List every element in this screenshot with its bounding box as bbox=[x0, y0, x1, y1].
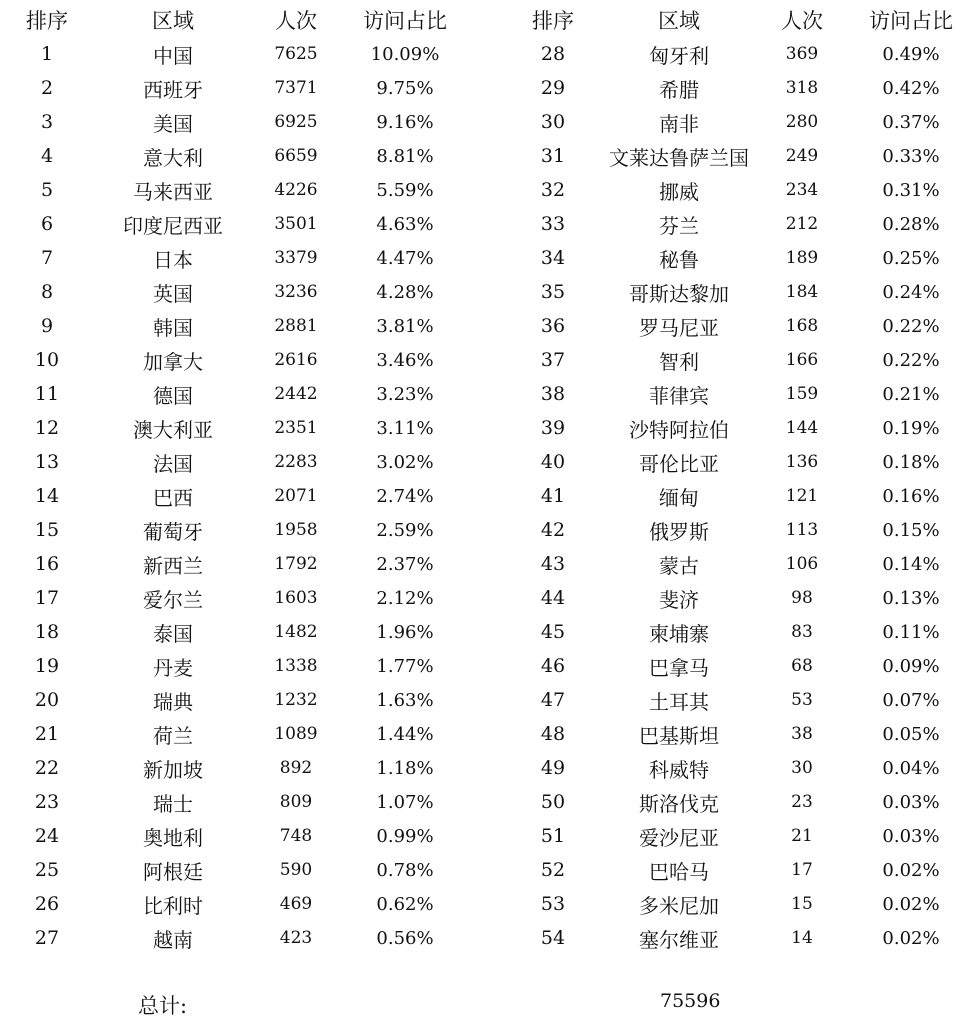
table-row bbox=[510, 377, 977, 411]
table-row bbox=[510, 785, 977, 819]
percent-cell: 0.03% bbox=[882, 791, 940, 813]
region-cell: 中国 bbox=[153, 43, 193, 68]
region-cell: 科威特 bbox=[649, 757, 709, 782]
percent-cell: 2.59% bbox=[376, 519, 434, 541]
percent-cell: 0.99% bbox=[376, 825, 434, 847]
count-cell: 7625 bbox=[274, 44, 318, 64]
rank-cell: 28 bbox=[540, 43, 566, 65]
table-row bbox=[4, 785, 474, 819]
left-header-row bbox=[4, 3, 474, 37]
table-row bbox=[510, 887, 977, 921]
table-row bbox=[4, 343, 474, 377]
rank-cell: 53 bbox=[540, 893, 566, 915]
rank-cell: 35 bbox=[540, 281, 566, 303]
table-row bbox=[510, 819, 977, 853]
count-cell: 748 bbox=[279, 826, 313, 846]
rank-cell: 12 bbox=[34, 417, 60, 439]
percent-cell: 0.04% bbox=[882, 757, 940, 779]
header-percent: 访问占比 bbox=[363, 9, 447, 33]
region-cell: 新西兰 bbox=[143, 553, 203, 578]
percent-cell: 0.03% bbox=[882, 825, 940, 847]
region-cell: 葡萄牙 bbox=[143, 519, 203, 544]
count-cell: 6925 bbox=[274, 112, 318, 132]
count-cell: 892 bbox=[279, 758, 313, 778]
count-cell: 2283 bbox=[274, 452, 318, 472]
header-count: 人次 bbox=[781, 9, 823, 33]
table-row bbox=[510, 581, 977, 615]
table-row bbox=[510, 207, 977, 241]
right-table-body bbox=[510, 37, 977, 955]
rank-cell: 6 bbox=[40, 213, 54, 235]
header-region: 区域 bbox=[152, 9, 194, 33]
percent-cell: 0.33% bbox=[882, 145, 940, 167]
region-cell: 希腊 bbox=[659, 77, 699, 102]
region-cell: 哥伦比亚 bbox=[639, 451, 719, 476]
percent-cell: 0.42% bbox=[882, 77, 940, 99]
table-row bbox=[4, 547, 474, 581]
table-row bbox=[4, 71, 474, 105]
table-row bbox=[510, 479, 977, 513]
count-cell: 159 bbox=[785, 384, 819, 404]
region-cell: 巴西 bbox=[153, 485, 193, 510]
rank-cell: 23 bbox=[34, 791, 60, 813]
rank-cell: 46 bbox=[540, 655, 566, 677]
table-row bbox=[4, 37, 474, 71]
region-cell: 斯洛伐克 bbox=[639, 791, 719, 816]
count-cell: 2881 bbox=[274, 316, 318, 336]
count-cell: 234 bbox=[785, 180, 819, 200]
table-row bbox=[4, 377, 474, 411]
rank-cell: 10 bbox=[34, 349, 60, 371]
percent-cell: 10.09% bbox=[370, 43, 440, 65]
count-cell: 469 bbox=[279, 894, 313, 914]
region-cell: 俄罗斯 bbox=[649, 519, 709, 544]
percent-cell: 2.74% bbox=[376, 485, 434, 507]
count-cell: 809 bbox=[279, 792, 313, 812]
count-cell: 136 bbox=[785, 452, 819, 472]
table-row bbox=[4, 819, 474, 853]
region-cell: 加拿大 bbox=[143, 349, 203, 374]
percent-cell: 0.22% bbox=[882, 349, 940, 371]
table-row bbox=[510, 615, 977, 649]
table-row bbox=[510, 445, 977, 479]
total-value: 75596 bbox=[660, 990, 721, 1012]
region-cell: 智利 bbox=[659, 349, 699, 374]
table-row bbox=[4, 717, 474, 751]
percent-cell: 3.02% bbox=[376, 451, 434, 473]
rank-cell: 13 bbox=[34, 451, 60, 473]
percent-cell: 4.28% bbox=[376, 281, 434, 303]
rank-cell: 49 bbox=[540, 757, 566, 779]
count-cell: 1089 bbox=[274, 724, 318, 744]
table-row bbox=[510, 275, 977, 309]
region-cell: 意大利 bbox=[143, 145, 203, 170]
table-row bbox=[4, 853, 474, 887]
region-cell: 匈牙利 bbox=[649, 43, 709, 68]
percent-cell: 0.56% bbox=[376, 927, 434, 949]
rank-cell: 5 bbox=[40, 179, 54, 201]
rank-cell: 38 bbox=[540, 383, 566, 405]
rank-cell: 27 bbox=[34, 927, 60, 949]
region-cell: 爱沙尼亚 bbox=[639, 825, 719, 850]
table-row bbox=[510, 105, 977, 139]
rank-cell: 20 bbox=[34, 689, 60, 711]
rank-cell: 9 bbox=[40, 315, 54, 337]
table-row bbox=[4, 241, 474, 275]
region-cell: 爱尔兰 bbox=[143, 587, 203, 612]
rank-cell: 43 bbox=[540, 553, 566, 575]
region-cell: 巴拿马 bbox=[649, 655, 709, 680]
percent-cell: 0.05% bbox=[882, 723, 940, 745]
count-cell: 23 bbox=[791, 792, 813, 812]
percent-cell: 0.25% bbox=[882, 247, 940, 269]
rank-cell: 39 bbox=[540, 417, 566, 439]
region-cell: 新加坡 bbox=[143, 757, 203, 782]
percent-cell: 0.13% bbox=[882, 587, 940, 609]
header-rank: 排序 bbox=[532, 9, 574, 33]
right-table bbox=[510, 3, 977, 955]
percent-cell: 9.16% bbox=[376, 111, 434, 133]
region-cell: 法国 bbox=[153, 451, 193, 476]
percent-cell: 1.44% bbox=[376, 723, 434, 745]
rank-cell: 51 bbox=[540, 825, 566, 847]
percent-cell: 0.24% bbox=[882, 281, 940, 303]
table-row bbox=[4, 479, 474, 513]
table-row bbox=[510, 139, 977, 173]
table-row bbox=[4, 615, 474, 649]
region-cell: 秘鲁 bbox=[659, 247, 699, 272]
table-row bbox=[510, 853, 977, 887]
region-cell: 巴基斯坦 bbox=[639, 723, 719, 748]
rank-cell: 17 bbox=[34, 587, 60, 609]
region-cell: 荷兰 bbox=[153, 723, 193, 748]
region-cell: 多米尼加 bbox=[639, 893, 719, 918]
rank-cell: 2 bbox=[40, 77, 54, 99]
count-cell: 1958 bbox=[274, 520, 318, 540]
header-count: 人次 bbox=[275, 9, 317, 33]
percent-cell: 3.23% bbox=[376, 383, 434, 405]
count-cell: 168 bbox=[785, 316, 819, 336]
table-row bbox=[510, 921, 977, 955]
percent-cell: 0.28% bbox=[882, 213, 940, 235]
rank-cell: 48 bbox=[540, 723, 566, 745]
count-cell: 21 bbox=[791, 826, 813, 846]
region-cell: 芬兰 bbox=[659, 213, 699, 238]
region-cell: 罗马尼亚 bbox=[639, 315, 719, 340]
region-cell: 土耳其 bbox=[649, 689, 709, 714]
count-cell: 1338 bbox=[274, 656, 318, 676]
left-table bbox=[4, 3, 474, 955]
table-row bbox=[4, 751, 474, 785]
percent-cell: 3.81% bbox=[376, 315, 434, 337]
percent-cell: 1.77% bbox=[376, 655, 434, 677]
percent-cell: 0.15% bbox=[882, 519, 940, 541]
total-label: 总计: bbox=[138, 994, 188, 1018]
rank-cell: 30 bbox=[540, 111, 566, 133]
count-cell: 280 bbox=[785, 112, 819, 132]
rank-cell: 18 bbox=[34, 621, 60, 643]
header-rank: 排序 bbox=[26, 9, 68, 33]
rank-cell: 36 bbox=[540, 315, 566, 337]
rank-cell: 4 bbox=[40, 145, 54, 167]
table-row bbox=[4, 921, 474, 955]
count-cell: 590 bbox=[279, 860, 313, 880]
count-cell: 14 bbox=[791, 928, 813, 948]
table-row bbox=[4, 309, 474, 343]
percent-cell: 0.18% bbox=[882, 451, 940, 473]
percent-cell: 1.07% bbox=[376, 791, 434, 813]
region-cell: 泰国 bbox=[153, 621, 193, 646]
region-cell: 瑞典 bbox=[153, 689, 193, 714]
percent-cell: 3.46% bbox=[376, 349, 434, 371]
percent-cell: 0.62% bbox=[376, 893, 434, 915]
rank-cell: 1 bbox=[40, 43, 54, 65]
region-cell: 南非 bbox=[659, 111, 699, 136]
rank-cell: 40 bbox=[540, 451, 566, 473]
percent-cell: 2.37% bbox=[376, 553, 434, 575]
percent-cell: 0.21% bbox=[882, 383, 940, 405]
table-row bbox=[510, 683, 977, 717]
table-row bbox=[4, 105, 474, 139]
count-cell: 2616 bbox=[274, 350, 318, 370]
table-row bbox=[4, 275, 474, 309]
region-cell: 斐济 bbox=[659, 587, 699, 612]
region-cell: 日本 bbox=[153, 247, 193, 272]
count-cell: 121 bbox=[785, 486, 819, 506]
percent-cell: 9.75% bbox=[376, 77, 434, 99]
table-row bbox=[510, 173, 977, 207]
region-cell: 柬埔寨 bbox=[649, 621, 709, 646]
percent-cell: 0.19% bbox=[882, 417, 940, 439]
rank-cell: 29 bbox=[540, 77, 566, 99]
rank-cell: 7 bbox=[40, 247, 54, 269]
table-row bbox=[510, 513, 977, 547]
percent-cell: 0.16% bbox=[882, 485, 940, 507]
region-cell: 蒙古 bbox=[659, 553, 699, 578]
rank-cell: 31 bbox=[540, 145, 566, 167]
percent-cell: 4.63% bbox=[376, 213, 434, 235]
count-cell: 7371 bbox=[274, 78, 318, 98]
table-row bbox=[4, 649, 474, 683]
region-cell: 越南 bbox=[153, 927, 193, 952]
region-cell: 印度尼西亚 bbox=[123, 213, 223, 238]
region-cell: 哥斯达黎加 bbox=[629, 281, 729, 306]
region-cell: 马来西亚 bbox=[133, 179, 213, 204]
rank-cell: 14 bbox=[34, 485, 60, 507]
percent-cell: 1.96% bbox=[376, 621, 434, 643]
percent-cell: 2.12% bbox=[376, 587, 434, 609]
count-cell: 38 bbox=[791, 724, 813, 744]
count-cell: 83 bbox=[791, 622, 813, 642]
rank-cell: 37 bbox=[540, 349, 566, 371]
header-region: 区域 bbox=[658, 9, 700, 33]
count-cell: 1603 bbox=[274, 588, 318, 608]
count-cell: 369 bbox=[785, 44, 819, 64]
count-cell: 3501 bbox=[274, 214, 318, 234]
table-row bbox=[510, 37, 977, 71]
table-row bbox=[4, 207, 474, 241]
rank-cell: 33 bbox=[540, 213, 566, 235]
percent-cell: 1.18% bbox=[376, 757, 434, 779]
region-cell: 丹麦 bbox=[153, 655, 193, 680]
count-cell: 3236 bbox=[274, 282, 318, 302]
percent-cell: 0.37% bbox=[882, 111, 940, 133]
percent-cell: 0.78% bbox=[376, 859, 434, 881]
percent-cell: 0.07% bbox=[882, 689, 940, 711]
rank-cell: 50 bbox=[540, 791, 566, 813]
count-cell: 113 bbox=[785, 520, 819, 540]
rank-cell: 8 bbox=[40, 281, 54, 303]
region-cell: 沙特阿拉伯 bbox=[629, 417, 729, 442]
rank-cell: 21 bbox=[34, 723, 60, 745]
percent-cell: 3.11% bbox=[376, 417, 434, 439]
region-cell: 巴哈马 bbox=[649, 859, 709, 884]
region-cell: 缅甸 bbox=[659, 485, 699, 510]
header-percent: 访问占比 bbox=[869, 9, 953, 33]
rank-cell: 22 bbox=[34, 757, 60, 779]
rank-cell: 54 bbox=[540, 927, 566, 949]
table-row bbox=[4, 887, 474, 921]
count-cell: 423 bbox=[279, 928, 313, 948]
region-cell: 韩国 bbox=[153, 315, 193, 340]
rank-cell: 26 bbox=[34, 893, 60, 915]
rank-cell: 41 bbox=[540, 485, 566, 507]
rank-cell: 19 bbox=[34, 655, 60, 677]
region-cell: 奥地利 bbox=[143, 825, 203, 850]
count-cell: 98 bbox=[791, 588, 813, 608]
count-cell: 106 bbox=[785, 554, 819, 574]
region-cell: 澳大利亚 bbox=[133, 417, 213, 442]
table-row bbox=[510, 547, 977, 581]
percent-cell: 0.31% bbox=[882, 179, 940, 201]
count-cell: 53 bbox=[791, 690, 813, 710]
table-row bbox=[4, 173, 474, 207]
percent-cell: 0.09% bbox=[882, 655, 940, 677]
count-cell: 1232 bbox=[274, 690, 318, 710]
table-row bbox=[510, 241, 977, 275]
count-cell: 6659 bbox=[274, 146, 318, 166]
region-cell: 挪威 bbox=[659, 179, 699, 204]
rank-cell: 11 bbox=[34, 383, 60, 405]
table-row bbox=[510, 717, 977, 751]
rank-cell: 44 bbox=[540, 587, 566, 609]
rank-cell: 52 bbox=[540, 859, 566, 881]
region-cell: 比利时 bbox=[143, 893, 203, 918]
percent-cell: 0.02% bbox=[882, 859, 940, 881]
table-row bbox=[510, 309, 977, 343]
table-row bbox=[510, 411, 977, 445]
rank-cell: 3 bbox=[40, 111, 54, 133]
percent-cell: 0.14% bbox=[882, 553, 940, 575]
count-cell: 212 bbox=[785, 214, 819, 234]
count-cell: 189 bbox=[785, 248, 819, 268]
table-row bbox=[510, 751, 977, 785]
total-row bbox=[0, 990, 977, 1020]
count-cell: 318 bbox=[785, 78, 819, 98]
region-cell: 西班牙 bbox=[143, 77, 203, 102]
percent-cell: 0.49% bbox=[882, 43, 940, 65]
count-cell: 1792 bbox=[274, 554, 318, 574]
right-header-row bbox=[510, 3, 977, 37]
table-row bbox=[510, 649, 977, 683]
region-cell: 塞尔维亚 bbox=[639, 927, 719, 952]
rank-cell: 24 bbox=[34, 825, 60, 847]
percent-cell: 8.81% bbox=[376, 145, 434, 167]
count-cell: 3379 bbox=[274, 248, 318, 268]
region-cell: 瑞士 bbox=[153, 791, 193, 816]
rank-cell: 42 bbox=[540, 519, 566, 541]
count-cell: 184 bbox=[785, 282, 819, 302]
region-cell: 菲律宾 bbox=[649, 383, 709, 408]
left-table-body bbox=[4, 37, 474, 955]
count-cell: 166 bbox=[785, 350, 819, 370]
percent-cell: 5.59% bbox=[376, 179, 434, 201]
percent-cell: 1.63% bbox=[376, 689, 434, 711]
table-row bbox=[4, 139, 474, 173]
count-cell: 144 bbox=[785, 418, 819, 438]
rank-cell: 34 bbox=[540, 247, 566, 269]
rank-cell: 47 bbox=[540, 689, 566, 711]
count-cell: 2351 bbox=[274, 418, 318, 438]
region-cell: 德国 bbox=[153, 383, 193, 408]
percent-cell: 0.11% bbox=[882, 621, 940, 643]
count-cell: 2071 bbox=[274, 486, 318, 506]
region-cell: 文莱达鲁萨兰国 bbox=[609, 145, 749, 170]
count-cell: 68 bbox=[791, 656, 813, 676]
count-cell: 15 bbox=[791, 894, 813, 914]
rank-cell: 32 bbox=[540, 179, 566, 201]
percent-cell: 0.22% bbox=[882, 315, 940, 337]
rank-cell: 15 bbox=[34, 519, 60, 541]
count-cell: 249 bbox=[785, 146, 819, 166]
table-row bbox=[4, 683, 474, 717]
percent-cell: 0.02% bbox=[882, 927, 940, 949]
rank-cell: 25 bbox=[34, 859, 60, 881]
table-row bbox=[4, 513, 474, 547]
table-row bbox=[4, 581, 474, 615]
count-cell: 2442 bbox=[274, 384, 318, 404]
count-cell: 4226 bbox=[274, 180, 318, 200]
percent-cell: 4.47% bbox=[376, 247, 434, 269]
region-cell: 美国 bbox=[153, 111, 193, 136]
table-row bbox=[510, 71, 977, 105]
region-cell: 阿根廷 bbox=[143, 859, 203, 884]
rank-cell: 45 bbox=[540, 621, 566, 643]
count-cell: 30 bbox=[791, 758, 813, 778]
count-cell: 17 bbox=[791, 860, 813, 880]
table-row bbox=[510, 343, 977, 377]
table-row bbox=[4, 445, 474, 479]
count-cell: 1482 bbox=[274, 622, 318, 642]
table-row bbox=[4, 411, 474, 445]
percent-cell: 0.02% bbox=[882, 893, 940, 915]
region-cell: 英国 bbox=[153, 281, 193, 306]
rank-cell: 16 bbox=[34, 553, 60, 575]
